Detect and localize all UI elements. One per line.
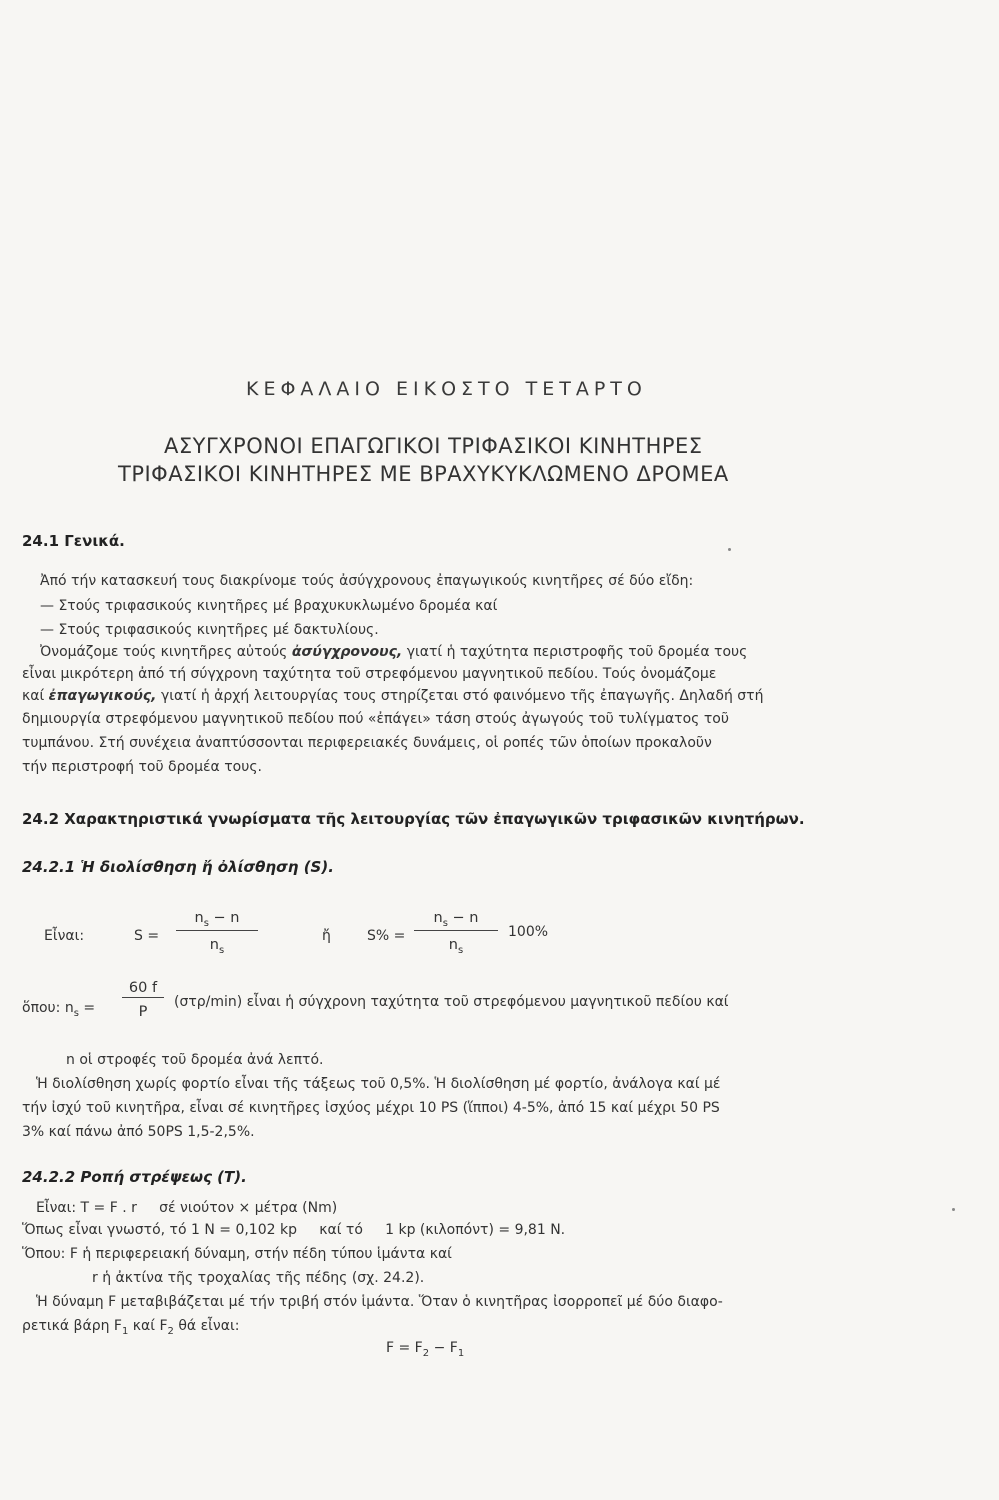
section-heading-24-2: 24.2 Χαρακτηριστικά γνωρίσματα τῆς λειτουργίας τῶν ἐπαγωγικῶν τριφασικῶν κινητήρων. <box>22 810 805 828</box>
text-fragment: γιατί ἡ ταχύτητα περιστροφῆς τοῦ δρομέα τους <box>402 644 748 660</box>
text-fragment: γιατί ἡ ἀρχή λειτουργίας τους στηρίζεται στό φαινόμενο τῆς ἐπαγωγῆς. Δηλαδή στή <box>156 688 764 704</box>
n-description: n οἱ στροφές τοῦ δρομέα ἀνά λεπτό. <box>66 1052 324 1068</box>
slip-percent-lhs: S% = <box>367 928 406 944</box>
fraction-denominator: P <box>138 1004 148 1020</box>
paragraph-line <box>22 688 763 704</box>
paragraph-line: τυμπάνου. Στή συνέχεια ἀναπτύσσονται περιφερειακές δυνάμεις, οἱ ροπές τῶν ὁποίων προκαλοῦν <box>22 735 712 751</box>
fraction-denominator: $n_s$ <box>448 936 464 956</box>
or-word: ἤ <box>322 928 331 944</box>
paragraph-line: Εἶναι: T = F . r σέ νιούτον × μέτρα (Nm) <box>36 1200 338 1216</box>
scan-speck <box>952 1208 955 1211</box>
slip-percent-fraction <box>414 910 498 956</box>
chapter-title-line-1: ΑΣΥΓΧΡΟΝΟΙ ΕΠΑΓΩΓΙΚΟΙ ΤΡΙΦΑΣΙΚΟΙ ΚΙΝΗΤΗΡΕΣ <box>164 434 703 458</box>
text-fragment: καί <box>22 688 49 704</box>
paragraph-line: 3% καί πάνω ἀπό 50PS 1,5-2,5%. <box>22 1124 255 1140</box>
paragraph-line: εἶναι μικρότερη ἀπό τή σύγχρονη ταχύτητα τοῦ στρεφόμενου μαγνητικοῦ πεδίου. Τούς ὀνομάζομε <box>22 666 717 682</box>
paragraph-line: Ὅπως εἶναι γνωστό, τό 1 N = 0,102 kp καί τό 1 kp (κιλοπόντ) = 9,81 N. <box>22 1222 566 1238</box>
slip-lhs: S = <box>134 928 160 944</box>
paragraph-line: Ὅπου: F ἡ περιφερειακή δύναμη, στήν πέδη τύπου ἱμάντα καί <box>22 1246 452 1262</box>
paragraph-line: δημιουργία στρεφόμενου μαγνητικοῦ πεδίου πού «ἐπάγει» τάση στούς ἀγωγούς τοῦ τυλίγματος τοῦ <box>22 711 729 727</box>
fraction-numerator: 60 f <box>128 980 158 996</box>
text-fragment: Ὀνομάζομε τούς κινητῆρες αὐτούς <box>40 644 292 660</box>
ns-description: (στρ/min) εἶναι ἡ σύγχρονη ταχύτητα τοῦ στρεφόμενου μαγνητικοῦ πεδίου καί <box>174 994 729 1010</box>
paragraph-line: Ἡ δύναμη F μεταβιβάζεται μέ τήν τριβή στόν ἱμάντα. Ὅταν ὁ κινητῆρας ἰσορροπεῖ μέ δύο διαφο- <box>36 1294 723 1310</box>
scan-speck <box>728 548 731 551</box>
fraction-numerator: $n_s - n$ <box>433 910 479 929</box>
section-heading-24-1: 24.1 Γενικά. <box>22 532 125 550</box>
fraction-numerator: $n_s - n$ <box>194 910 240 929</box>
paragraph-line: τήν περιστροφή τοῦ δρομέα τους. <box>22 759 262 775</box>
term-asynchronous: ἀσύγχρονους, <box>291 644 403 660</box>
paragraph-line: τήν ἰσχύ τοῦ κινητῆρα, εἶναι σέ κινητῆρες ἰσχύος μέχρι 10 PS (ἵπποι) 4-5%, ἀπό 15 καί μέχρι 50 PS <box>22 1100 720 1116</box>
paragraph-line: ρετικά βάρη $F_1$ καί $F_2$ θά εἶναι: <box>22 1318 240 1337</box>
chapter-title-line-2: ΤΡΙΦΑΣΙΚΟΙ ΚΙΝΗΤΗΡΕΣ ΜΕ ΒΡΑΧΥΚΥΚΛΩΜΕΝΟ ΔΡΟΜΕΑ <box>118 462 729 486</box>
hundred-percent: 100% <box>508 924 549 940</box>
einai-label: Εἶναι: <box>44 928 85 944</box>
fraction-denominator: $n_s$ <box>209 936 225 956</box>
list-item: — Στούς τριφασικούς κινητῆρες μέ βραχυκυκλωμένο δρομέα καί <box>40 598 498 614</box>
force-equation: $F = F_2 - F_1$ <box>386 1340 465 1359</box>
chapter-heading: ΚΕΦΑΛΑΙΟ ΕΙΚΟΣΤΟ ΤΕΤΑΡΤΟ <box>246 378 647 400</box>
opou-ns-label: ὅπου: $n_s$ = <box>22 1000 96 1019</box>
paragraph-line: Ἡ διολίσθηση χωρίς φορτίο εἶναι τῆς τάξεως τοῦ 0,5%. Ἡ διολίσθηση μέ φορτίο, ἀνάλογα καί μέ <box>36 1076 721 1092</box>
paragraph-line: r ἡ ἀκτίνα τῆς τροχαλίας τῆς πέδης (σχ. 24.2). <box>92 1270 425 1286</box>
section-heading-24-2-1: 24.2.1 Ἡ διολίσθηση ἤ ὀλίσθηση (S). <box>22 858 334 876</box>
paragraph-line <box>40 644 747 660</box>
section-heading-24-2-2: 24.2.2 Ροπή στρέψεως (T). <box>22 1168 247 1186</box>
slip-fraction <box>176 910 258 956</box>
list-item: — Στούς τριφασικούς κινητῆρες μέ δακτυλίους. <box>40 622 379 638</box>
ns-fraction <box>122 980 164 1020</box>
term-inductive: ἐπαγωγικούς, <box>48 688 157 704</box>
paragraph-line: Ἀπό τήν κατασκευή τους διακρίνομε τούς ἀσύγχρονους ἐπαγωγικούς κινητῆρες σέ δύο εἴδη: <box>40 573 694 589</box>
